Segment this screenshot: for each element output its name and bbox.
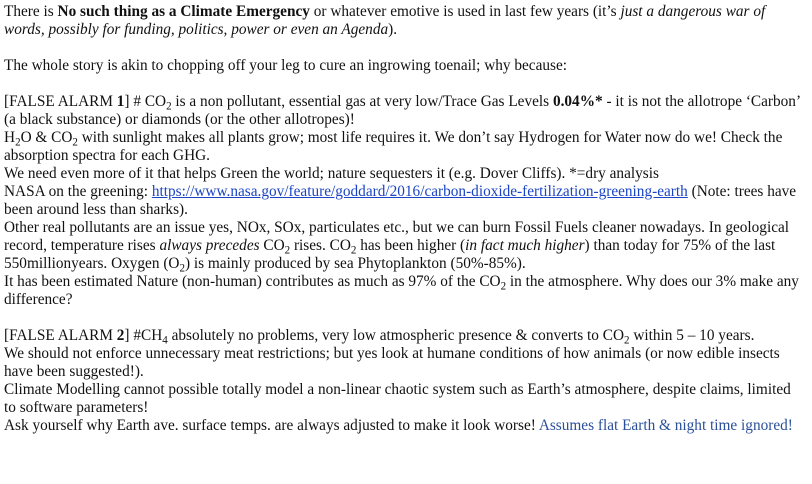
nature-t1: It has been estimated Nature (non-human) contributes as much as 97% of the CO [4,273,501,290]
alarm1-open: [FALSE ALARM [4,93,117,110]
h2o-paragraph [4,129,806,165]
green-paragraph: We need even more of it that helps Green the world; nature sequesters it (e.g. Dover Cliffs). *=dry analysis [4,165,659,182]
ask-paragraph [4,417,806,435]
nasa-prefix: NASA on the greening: [4,183,152,200]
intro-prefix: There is [4,3,58,20]
alarm1-paragraph [4,93,806,129]
pollutants-sub1: 2 [284,244,291,257]
alarm1-close: ] # CO [124,93,167,110]
alarm2-subscript: 4 [162,334,168,347]
nasa-link[interactable]: https://www.nasa.gov/feature/goddard/2016/carbon-dioxide-fertilization-greening-earth [151,183,688,200]
alarm1-percentage: 0.04%* [552,93,603,110]
pollutants-sub3: 2 [179,262,185,275]
h2o-rest: with sunlight makes all plants grow; most life requires it. We don’t say Hydrogen for Water now do we! Check the absorption spectra for each GHG. [4,129,783,164]
intro-italic: just a dangerous war of words, possibly for funding, politics, power or even an Agenda [4,3,766,38]
alarm2-text1: absolutely no problems, very low atmospheric presence & converts to CO [167,327,624,344]
pollutants-t1: Other real pollutants are an issue yes, NOx, SOx, particulates etc., but we can burn Fossil Fuels cleaner nowadays. In geological record, temperature rises [4,219,790,254]
pollutants-italic1: always precedes [159,237,260,254]
pollutants-t2: CO [259,237,285,254]
pollutants-sub2: 2 [350,244,357,257]
h2o-sub2: 2 [72,136,78,149]
alarm1-text1: is a non pollutant, essential gas at very low/Trace Gas Levels [171,93,553,110]
alarm2-open: [FALSE ALARM [4,327,117,344]
alarm2-paragraph [4,327,806,345]
pollutants-t3: rises. CO [290,237,351,254]
intro-bold-claim: No such thing as a Climate Emergency [57,3,310,20]
nasa-suffix: (Note: trees have been around less than sharks). [4,183,797,218]
alarm2-close: ] #CH [124,327,163,344]
pollutants-paragraph [4,219,806,273]
alarm2-subscript2: 2 [624,334,630,347]
pollutants-italic2: in fact much higher [465,237,585,254]
pollutants-t4: has been higher ( [356,237,466,254]
alarm1-subscript: 2 [166,100,172,113]
pollutants-t6: ) is mainly produced by sea Phytoplankton (50%-85%). [184,255,526,272]
alarm1-text2: - it is not the allotrope ‘Carbon’ (a black substance) or diamonds (or the other allotropes)! [4,93,800,128]
h2o-o-amp: O & CO [20,129,73,146]
nasa-paragraph [4,183,806,219]
story-paragraph: The whole story is akin to chopping off your leg to cure an ingrowing toenail; why because: [4,57,568,74]
alarm2-text2: within 5 – 10 years. [629,327,755,344]
nature-t2: in the atmosphere. Why does our 3% make any difference? [4,273,799,308]
pollutants-t5: ) than today for 75% of the last 550millionyears. Oxygen (O [4,237,776,272]
intro-middle: or whatever emotive is used in last few years (it’s [309,3,621,20]
nature-sub1: 2 [500,280,507,293]
nature-paragraph [4,273,806,309]
meat-paragraph: We should not enforce unnecessary meat restrictions; but yes look at humane conditions of how animals (or now edible insects have been suggested!). [4,345,780,380]
alarm2-number: 2 [116,327,125,344]
h2o-sub1: 2 [15,136,21,149]
h2o-h: H [4,129,16,146]
model-paragraph: Climate Modelling cannot possible totally model a non-linear chaotic system such as Earth’s atmosphere, despite claims, limited to software parameters! [4,381,791,416]
ask-blue-note: Assumes flat Earth & night time ignored! [538,417,793,434]
ask-text: Ask yourself why Earth ave. surface temps. are always adjusted to make it look worse! [4,417,539,434]
alarm1-number: 1 [116,93,125,110]
intro-paragraph [4,3,806,39]
intro-suffix: ). [388,21,398,38]
